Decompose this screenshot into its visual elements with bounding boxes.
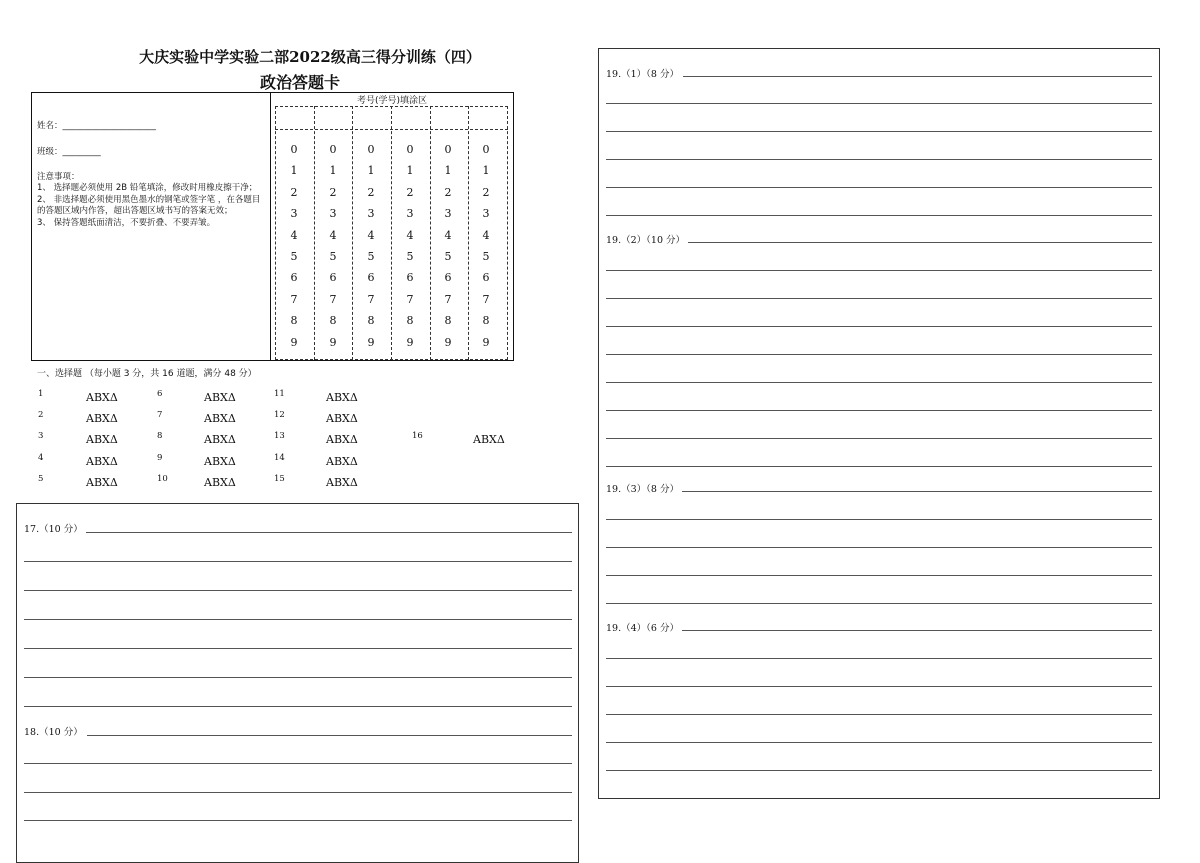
exam-id-digit[interactable]: 8 — [482, 314, 490, 328]
answer-line[interactable] — [606, 410, 1152, 411]
exam-id-digit[interactable]: 1 — [290, 164, 298, 178]
exam-id-digit[interactable]: 7 — [367, 292, 375, 306]
exam-id-digit[interactable]: 6 — [329, 271, 337, 285]
exam-id-digit[interactable]: 9 — [290, 335, 298, 349]
question-19-4-label: 19.（4）（6 分） — [606, 623, 679, 634]
exam-id-digit[interactable]: 3 — [329, 207, 337, 221]
question-19-3-label: 19.（3）（8 分） — [606, 484, 679, 495]
exam-id-digit[interactable]: 0 — [406, 143, 414, 156]
grid-col-line — [352, 106, 353, 360]
answer-line[interactable] — [606, 742, 1152, 743]
exam-id-digit[interactable]: 2 — [444, 185, 452, 199]
exam-id-digit[interactable]: 0 — [367, 143, 375, 156]
answer-line[interactable] — [24, 677, 572, 678]
answer-line[interactable] — [682, 630, 1152, 631]
choice-question-number: 12 — [274, 410, 285, 420]
exam-id-digit[interactable]: 9 — [482, 335, 490, 349]
box-divider — [270, 92, 271, 361]
answer-line[interactable] — [606, 382, 1152, 383]
answer-line[interactable] — [606, 270, 1152, 271]
answer-line[interactable] — [24, 561, 572, 562]
answer-line[interactable] — [606, 658, 1152, 659]
exam-id-title: 考号(学号)填涂区 — [356, 96, 428, 106]
choice-options[interactable]: ABXΔ — [326, 433, 358, 446]
exam-id-digit[interactable]: 5 — [482, 250, 490, 263]
answer-line[interactable] — [24, 792, 572, 793]
exam-id-digit[interactable]: 7 — [482, 292, 490, 306]
exam-id-digit[interactable]: 1 — [329, 164, 337, 178]
exam-id-digit[interactable]: 9 — [367, 335, 375, 349]
choice-question-number: 10 — [157, 474, 168, 484]
exam-id-digit[interactable]: 8 — [290, 314, 298, 328]
answer-line[interactable] — [606, 298, 1152, 299]
exam-id-digit[interactable]: 5 — [329, 250, 337, 263]
grid-col-line — [314, 106, 315, 360]
note-2: 2、 非选择题必须使用黑色墨水的钢笔或签字笔 ，在各题目的答题区域内作答，超出答题区域书写的答案无效； — [37, 194, 261, 217]
exam-id-digit[interactable]: 1 — [482, 164, 490, 178]
exam-id-digit[interactable]: 4 — [482, 228, 490, 242]
choice-options[interactable]: ABXΔ — [204, 476, 236, 489]
class-field[interactable] — [37, 147, 101, 158]
choice-question-number: 11 — [274, 389, 285, 399]
answer-line[interactable] — [606, 519, 1152, 520]
exam-id-digit[interactable]: 7 — [444, 292, 452, 306]
exam-id-digit[interactable]: 0 — [329, 143, 337, 156]
choice-question-number: 8 — [157, 431, 163, 441]
exam-id-digit[interactable]: 0 — [444, 143, 452, 156]
choice-options[interactable]: ABXΔ — [86, 412, 118, 425]
grid-col-line — [430, 106, 431, 360]
exam-id-digit[interactable]: 3 — [482, 207, 490, 221]
choice-question-number: 7 — [157, 410, 163, 420]
exam-id-digit[interactable]: 7 — [290, 292, 298, 306]
choice-options[interactable]: ABXΔ — [204, 433, 236, 446]
answer-line[interactable] — [606, 686, 1152, 687]
answer-line[interactable] — [606, 603, 1152, 604]
exam-id-digit[interactable]: 6 — [406, 271, 414, 285]
choice-question-number: 1 — [38, 389, 44, 399]
choice-question-number: 16 — [412, 431, 423, 441]
choice-question-number: 15 — [274, 474, 285, 484]
name-blank: ______________________ — [62, 121, 157, 131]
choice-question-number: 2 — [38, 410, 44, 420]
exam-id-digit[interactable]: 5 — [290, 250, 298, 263]
choice-options[interactable]: ABXΔ — [204, 391, 236, 404]
exam-id-digit[interactable]: 3 — [406, 207, 414, 221]
exam-id-digit[interactable]: 3 — [367, 207, 375, 221]
answer-line[interactable] — [606, 438, 1152, 439]
answer-line[interactable] — [24, 820, 572, 821]
subject-title: 政治答题卡 — [259, 73, 340, 92]
choice-options[interactable]: ABXΔ — [204, 455, 236, 468]
name-field[interactable] — [37, 121, 156, 132]
exam-id-digit[interactable]: 2 — [290, 185, 298, 199]
choice-options[interactable]: ABXΔ — [86, 391, 118, 404]
exam-id-digit[interactable]: 7 — [329, 292, 337, 306]
answer-line[interactable] — [87, 735, 572, 736]
exam-id-digit[interactable]: 9 — [329, 335, 337, 349]
exam-id-digit[interactable]: 6 — [482, 271, 490, 285]
choice-question-number: 14 — [274, 453, 285, 463]
answer-line[interactable] — [24, 763, 572, 764]
choice-question-number: 6 — [157, 389, 163, 399]
answer-line[interactable] — [24, 706, 572, 707]
answer-line[interactable] — [606, 215, 1152, 216]
exam-id-digit[interactable]: 8 — [329, 314, 337, 328]
note-3: 3、 保持答题纸面清洁，不要折叠、不要弄皱。 — [37, 217, 216, 228]
answer-line[interactable] — [606, 187, 1152, 188]
exam-id-digit[interactable]: 4 — [444, 228, 452, 242]
grid-col-line — [391, 106, 392, 360]
exam-id-digit[interactable]: 6 — [444, 271, 452, 285]
exam-id-digit[interactable]: 1 — [444, 164, 452, 178]
choice-question-number: 3 — [38, 431, 44, 441]
choice-section-title: 一、选择题 （每小题 3 分，共 16 道题，满分 48 分） — [37, 369, 257, 379]
answer-line[interactable] — [606, 770, 1152, 771]
notes-block — [37, 172, 265, 229]
choice-options[interactable]: ABXΔ — [86, 476, 118, 489]
choice-options[interactable]: ABXΔ — [86, 433, 118, 446]
answer-line[interactable] — [606, 354, 1152, 355]
answer-line[interactable] — [86, 532, 572, 533]
class-blank: _________ — [62, 147, 101, 157]
exam-id-digit[interactable]: 4 — [290, 228, 298, 242]
answer-line[interactable] — [606, 103, 1152, 104]
exam-id-digit[interactable]: 5 — [367, 250, 375, 263]
answer-box-17-18 — [16, 503, 579, 863]
grid-row-line — [275, 129, 508, 130]
exam-id-digit[interactable]: 3 — [290, 207, 298, 221]
exam-id-digit[interactable]: 4 — [329, 228, 337, 242]
exam-id-digit[interactable]: 5 — [444, 250, 452, 263]
exam-id-digit[interactable]: 5 — [406, 250, 414, 263]
choice-options[interactable]: ABXΔ — [326, 391, 358, 404]
exam-id-digit[interactable]: 6 — [367, 271, 375, 285]
answer-line[interactable] — [24, 648, 572, 649]
exam-id-digit[interactable]: 9 — [444, 335, 452, 349]
answer-line[interactable] — [606, 131, 1152, 132]
answer-line[interactable] — [24, 590, 572, 591]
answer-line[interactable] — [682, 491, 1152, 492]
choice-options[interactable]: ABXΔ — [204, 412, 236, 425]
question-19-1-label: 19.（1）（8 分） — [606, 69, 679, 80]
choice-question-number: 9 — [157, 453, 163, 463]
exam-id-digit[interactable]: 8 — [444, 314, 452, 328]
exam-id-digit[interactable]: 4 — [406, 228, 414, 242]
notes-title: 注意事项： — [37, 172, 80, 182]
exam-id-digit[interactable]: 9 — [406, 335, 414, 349]
question-19-2-label: 19.（2）（10 分） — [606, 235, 686, 246]
question-18-label: 18.（10 分） — [24, 727, 83, 738]
exam-id-digit[interactable]: 7 — [406, 292, 414, 306]
answer-line[interactable] — [606, 326, 1152, 327]
choice-question-number: 5 — [38, 474, 44, 484]
choice-options[interactable]: ABXΔ — [86, 455, 118, 468]
answer-line[interactable] — [606, 547, 1152, 548]
exam-id-digit[interactable]: 2 — [329, 185, 337, 199]
answer-line[interactable] — [606, 466, 1152, 467]
answer-line[interactable] — [606, 714, 1152, 715]
answer-line[interactable] — [24, 619, 572, 620]
exam-id-digit[interactable]: 2 — [367, 185, 375, 199]
choice-options[interactable]: ABXΔ — [326, 455, 358, 468]
choice-options[interactable]: ABXΔ — [326, 412, 358, 425]
choice-question-number: 13 — [274, 431, 285, 441]
choice-options[interactable]: ABXΔ — [326, 476, 358, 489]
exam-id-digit[interactable]: 4 — [367, 228, 375, 242]
exam-id-digit[interactable]: 1 — [406, 164, 414, 178]
answer-line[interactable] — [683, 76, 1152, 77]
name-label: 姓名： — [37, 121, 63, 131]
exam-title: 大庆实验中学实验二部2022级高三得分训练（四） — [139, 48, 481, 66]
choice-question-number: 4 — [38, 453, 44, 463]
exam-id-digit[interactable]: 2 — [482, 185, 490, 199]
class-label: 班级： — [37, 147, 63, 157]
choice-options[interactable]: ABXΔ — [473, 433, 505, 446]
grid-col-line — [468, 106, 469, 360]
exam-id-digit[interactable]: 2 — [406, 185, 414, 199]
exam-id-digit[interactable]: 3 — [444, 207, 452, 221]
answer-line[interactable] — [688, 242, 1152, 243]
answer-line[interactable] — [606, 575, 1152, 576]
exam-id-digit[interactable]: 8 — [367, 314, 375, 328]
exam-id-digit[interactable]: 6 — [290, 271, 298, 285]
question-17-label: 17.（10 分） — [24, 524, 83, 535]
answer-line[interactable] — [606, 159, 1152, 160]
exam-id-digit[interactable]: 8 — [406, 314, 414, 328]
note-1: 1、 选择题必须使用 2B 铅笔填涂，修改时用橡皮擦干净； — [37, 183, 258, 194]
exam-id-digit[interactable]: 0 — [290, 143, 298, 156]
exam-id-digit[interactable]: 1 — [367, 164, 375, 178]
exam-id-digit[interactable]: 0 — [482, 143, 490, 156]
